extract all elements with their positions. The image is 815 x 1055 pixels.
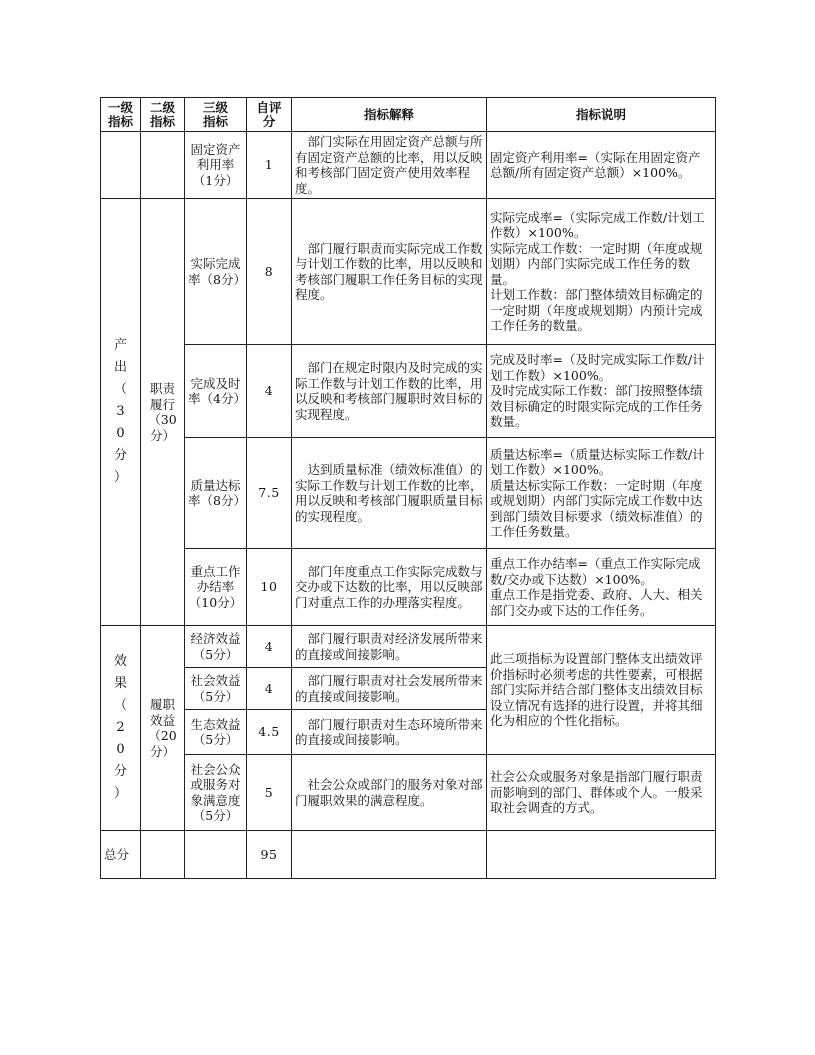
total-score-cell: 95 [247,831,292,879]
explain-cell: 部门年度重点工作实际完成数与交办或下达数的比率，用以反映部门对重点工作的办理落实程度。 [292,549,487,626]
score-cell: 4 [247,345,292,438]
score-cell: 10 [247,549,292,626]
note-text: 质量达标率=（质量达标实际工作数/计划工作数）×100%。 质量达标实际工作数：一定时期（年度或规划期）内部门实际完成工作数中达到部门绩效目标要求（绩效标准值）的工作任务数量。 [490,446,705,539]
level3-cell: 质量达标率（8分） [185,438,247,549]
header-level1 [101,98,141,132]
empty-cell [141,831,185,879]
level3-cell: 实际完成率（8分） [185,199,247,345]
table-row [101,626,716,668]
note-text: 重点工作办结率=（重点工作实际完成数/交办或下达数）×100%。 重点工作是指党委、政府、人大、相关部门交办或下达的工作任务。 [490,556,703,618]
header-level2 [141,98,185,132]
score-cell: 5 [247,755,292,831]
level1-effect-cell [101,626,141,831]
note-cell: 固定资产利用率=（实际在用固定资产总额/所有固定资产总额）×100%。 [487,132,716,199]
level1-output-cell [101,199,141,626]
explain-cell: 部门实际在用固定资产总额与所有固定资产总额的比率，用以反映和考核部门固定资产使用效率程度。 [292,132,487,199]
level3-cell: 完成及时率（4分） [185,345,247,438]
note-cell [487,549,716,626]
explain-cell: 部门在规定时限内及时完成的实际工作数与计划工作数的比率，用以反映和考核部门履职时效目标的实现程度。 [292,345,487,438]
note-cell: 社会公众或服务对象是指部门履行职责而影响到的部门、群体或个人。一般采取社会调查的方式。 [487,755,716,831]
shared-note-cell: 此三项指标为设置部门整体支出绩效评价指标时必须考虑的共性要素，可根据部门实际并结合部门整体支出绩效目标设立情况有选择的进行设置，并将其细化为相应的个性化指标。 [487,626,716,755]
note-text: 完成及时率=（及时完成实际工作数/计划工作数）×100%。 及时完成实际工作数：部门按照整体绩效目标确定的时限实际完成的工作任务数量。 [490,352,705,430]
explain-cell: 社会公众或部门的服务对象对部门履职效果的满意程度。 [292,755,487,831]
table-row [101,755,716,831]
level3-cell: 社会公众或服务对象满意度（5分） [185,755,247,831]
header-level1-text: 一级 指标 [107,99,133,129]
table-row [101,345,716,438]
score-cell: 1 [247,132,292,199]
empty-cell [101,132,141,199]
header-level3-text: 三级 指标 [202,99,228,129]
score-cell: 7.5 [247,438,292,549]
level3-cell: 重点工作办结率（10分） [185,549,247,626]
level3-cell: 经济效益（5分） [185,626,247,668]
level1-output-text: 产出（30分） [113,338,127,485]
note-cell [487,345,716,438]
note-cell [487,199,716,345]
header-score [247,98,292,132]
level3-cell: 固定资产利用率（1分） [185,132,247,199]
note-cell [487,438,716,549]
empty-cell [292,831,487,879]
empty-cell [487,831,716,879]
explain-cell: 部门履行职责对生态环境所带来的直接或间接影响。 [292,710,487,755]
level1-effect-text: 效果（20分） [113,654,127,801]
empty-cell [185,831,247,879]
header-level3 [185,98,247,132]
note-text: 实际完成率=（实际完成工作数/计划工作数）×100%。 实际完成工作数：一定时期（年度或规划期）内部门实际完成工作任务的数量。 计划工作数：部门整体绩效目标确定的一定时期（年度或规划期）内预计完成工作任务的数量。 [490,209,705,333]
header-level2-text: 二级 指标 [149,99,175,129]
level3-cell: 社会效益（5分） [185,668,247,710]
table-row [101,549,716,626]
header-score-text: 自评 分 [256,99,282,129]
header-note: 指标说明 [487,98,716,132]
table-row [101,438,716,549]
total-label-cell: 总分 [101,831,141,879]
table-row [101,199,716,345]
empty-cell [141,132,185,199]
explain-cell: 达到质量标准（绩效标准值）的实际工作数与计划工作数的比率，用以反映和考核部门履职质量目标的实现程度。 [292,438,487,549]
level3-cell: 生态效益（5分） [185,710,247,755]
explain-cell: 部门履行职责对社会发展所带来的直接或间接影响。 [292,668,487,710]
explain-cell: 部门履行职责而实际完成工作数与计划工作数的比率，用以反映和考核部门履职工作任务目标的实现程度。 [292,199,487,345]
header-explain: 指标解释 [292,98,487,132]
table-row [101,132,716,199]
level2-effect-cell: 履职效益（20分） [141,626,185,831]
header-row [101,98,716,132]
score-cell: 4 [247,668,292,710]
score-cell: 8 [247,199,292,345]
level2-output-cell: 职责履行（30分） [141,199,185,626]
score-cell: 4.5 [247,710,292,755]
explain-cell: 部门履行职责对经济发展所带来的直接或间接影响。 [292,626,487,668]
score-cell: 4 [247,626,292,668]
total-row [101,831,716,879]
evaluation-table [100,97,716,879]
